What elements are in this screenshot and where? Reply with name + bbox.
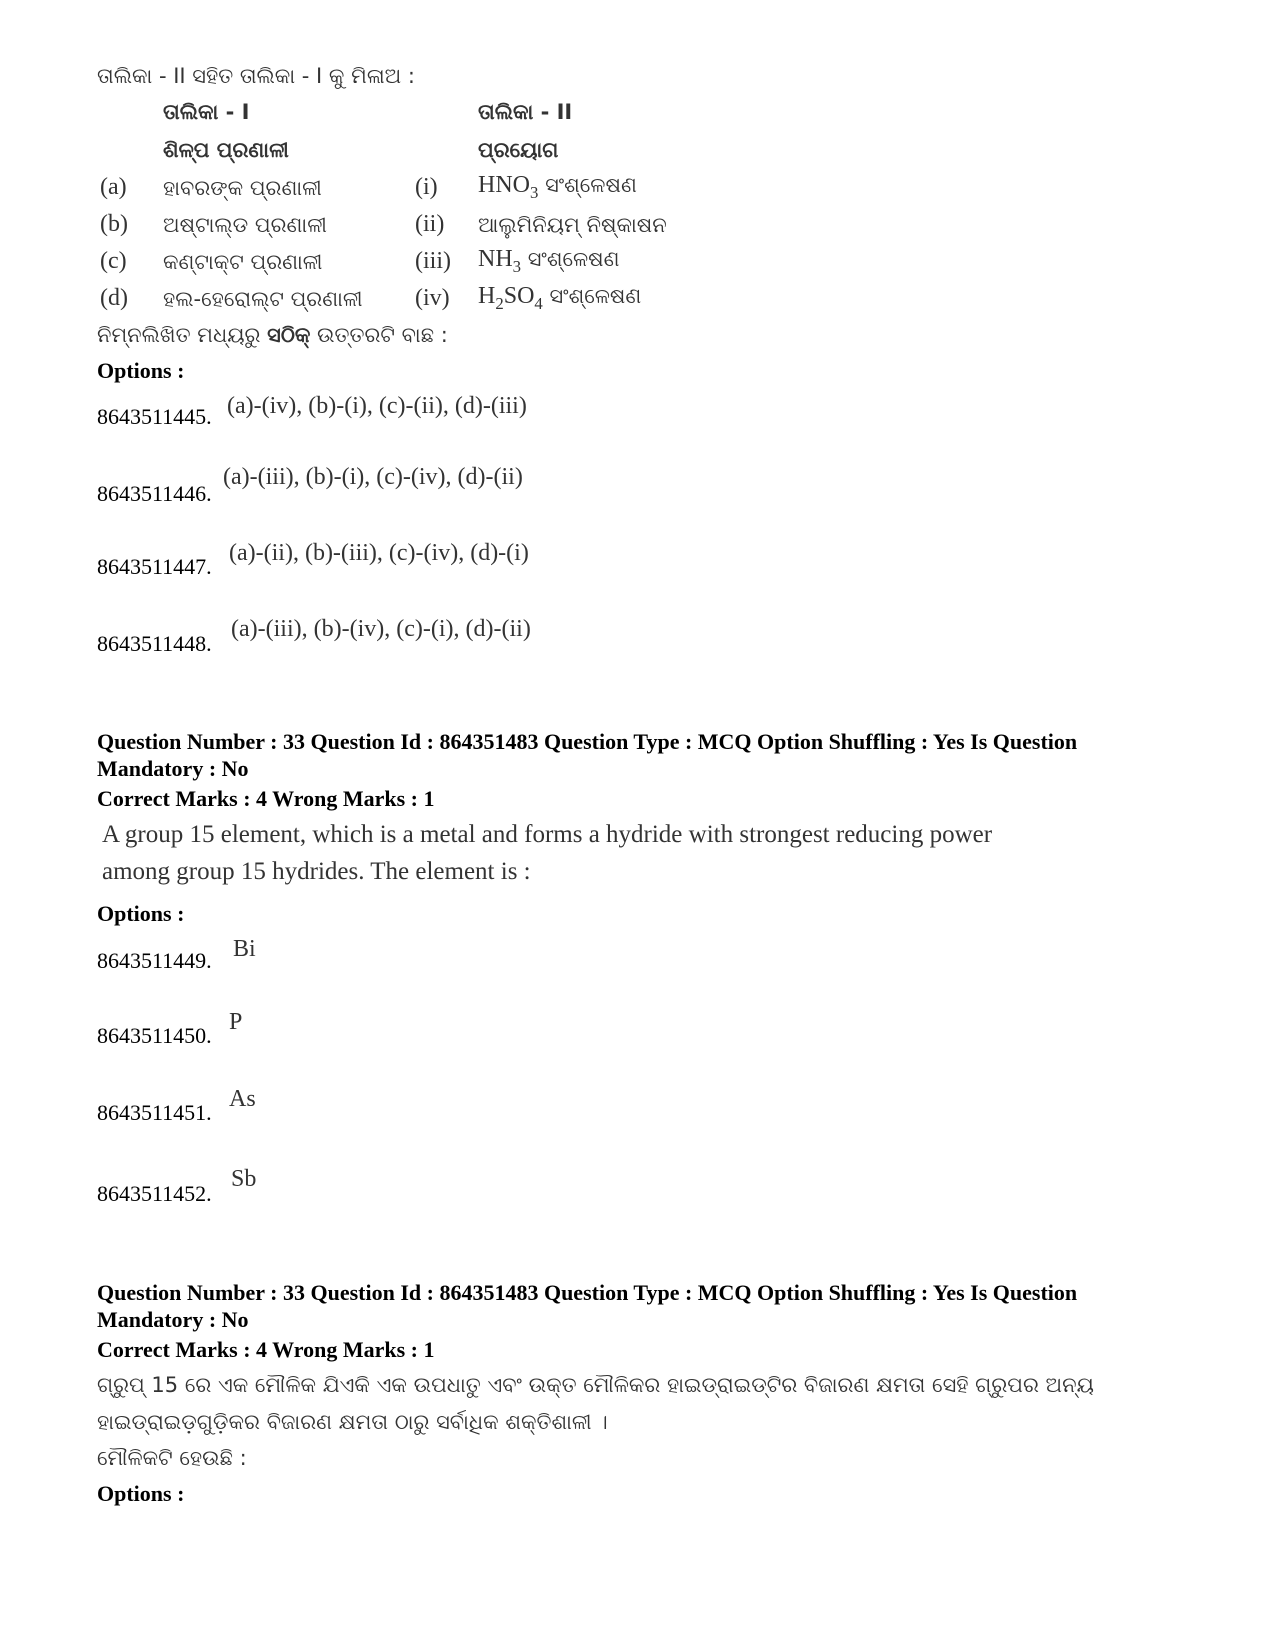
option-id: 8643511446. xyxy=(97,481,212,506)
formula-subscript: 3 xyxy=(530,183,539,202)
question-header: Question Number : 33 Question Id : 864351483 Question Type : MCQ Option Shuffling : Yes Is Question Mandatory : No xyxy=(97,1280,1078,1332)
list1-label: (a) xyxy=(100,174,127,200)
question-text-line: ହାଇଡ୍ରାଇଡ଼ଗୁଡ଼ିକର ବିଜାରଣ କ୍ଷମତା ଠାରୁ ସର୍ବାଧିକ ଶକ୍ତିଶାଳୀ । xyxy=(97,1410,608,1434)
option-id: 8643511451. xyxy=(97,1100,212,1125)
question-text-line: ଗ୍ରୁପ୍ 15 ରେ ଏକ ମୌଳିକ ଯିଏକି ଏକ ଉପଧାତୁ ଏବଂ ଉକ୍ତ ମୌଳିକର ହାଇଡ୍ରାଇଡ୍‌ଟିର ବିଜାରଣ କ୍ଷମତା ସେହି ଗ୍ରୁପର ଅନ୍ୟ xyxy=(97,1373,1094,1397)
choose-prefix: ନିମ୍ନଲିଖିତ ମଧ୍ୟରୁ xyxy=(97,323,268,347)
list2-item-text: ସଂଶ୍ଳେଷଣ xyxy=(542,284,642,308)
option-id: 8643511445. xyxy=(97,404,212,429)
formula: HNO xyxy=(478,172,530,198)
list2-item: ଆଲୁମିନିୟମ୍ ନିଷ୍କାଷନ xyxy=(478,213,667,237)
list2-item-text: ସଂଶ୍ଳେଷଣ xyxy=(538,173,637,197)
match-instruction: ତାଲିକା - II ସହିତ ତାଲିକା - I କୁ ମିଳାଅ : xyxy=(97,64,415,88)
option-text[interactable]: (a)-(iii), (b)-(i), (c)-(iv), (d)-(ii) xyxy=(223,464,523,490)
option-id: 8643511448. xyxy=(97,631,212,656)
list2-header: ତାଲିକା - II xyxy=(478,100,573,124)
choose-suffix: ଉତ୍ତରଟି ବାଛ : xyxy=(310,323,448,347)
list1-label: (d) xyxy=(100,285,128,311)
list2-label: (ii) xyxy=(415,211,445,237)
list2-label: (i) xyxy=(415,174,438,200)
list1-header: ତାଲିକା - I xyxy=(163,100,250,124)
list2-label: (iii) xyxy=(415,248,451,274)
option-text[interactable]: Sb xyxy=(231,1166,257,1192)
option-text[interactable]: As xyxy=(229,1086,256,1112)
choose-instruction xyxy=(97,323,448,348)
options-label: Options : xyxy=(97,901,185,926)
list1-label: (c) xyxy=(100,248,127,274)
option-text[interactable]: Bi xyxy=(233,936,256,962)
list2-subheader: ପ୍ରୟୋଗ xyxy=(478,138,559,162)
list2-item xyxy=(478,246,620,276)
question-text-line: ମୌଳିକଟି ହେଉଛି : xyxy=(97,1446,247,1470)
option-id: 8643511450. xyxy=(97,1023,212,1048)
question-text-line: among group 15 hydrides. The element is : xyxy=(102,858,531,885)
list2-label: (iv) xyxy=(415,285,450,311)
formula-subscript: 2 xyxy=(495,294,504,313)
list1-subheader: ଶିଳ୍ପ ପ୍ରଣାଳୀ xyxy=(163,138,289,162)
marks-line: Correct Marks : 4 Wrong Marks : 1 xyxy=(97,786,435,811)
options-label: Options : xyxy=(97,358,185,383)
option-id: 8643511447. xyxy=(97,554,212,579)
list2-item-text: ସଂଶ୍ଳେଷଣ xyxy=(521,247,620,271)
list2-item xyxy=(478,172,637,202)
list1-item: ଅଷ୍ଟାଲ୍ଡ ପ୍ରଣାଳୀ xyxy=(163,213,327,237)
question-text-line: A group 15 element, which is a metal and forms a hydride with strongest reducing power xyxy=(102,821,993,848)
option-text[interactable]: (a)-(ii), (b)-(iii), (c)-(iv), (d)-(i) xyxy=(229,540,529,566)
option-text[interactable]: P xyxy=(229,1009,243,1035)
formula-subscript: 3 xyxy=(512,257,522,276)
list1-label: (b) xyxy=(100,211,128,237)
marks-line: Correct Marks : 4 Wrong Marks : 1 xyxy=(97,1337,435,1362)
option-id: 8643511449. xyxy=(97,948,212,973)
option-text[interactable]: (a)-(iii), (b)-(iv), (c)-(i), (d)-(ii) xyxy=(231,616,531,642)
choose-emphasis: ସଠିକ୍ xyxy=(267,323,311,347)
formula: H xyxy=(478,283,496,309)
list1-item: ହାବରଙ୍କ ପ୍ରଣାଳୀ xyxy=(163,176,322,200)
option-text[interactable]: (a)-(iv), (b)-(i), (c)-(ii), (d)-(iii) xyxy=(227,393,527,419)
formula-tail: SO xyxy=(503,283,535,309)
option-id: 8643511452. xyxy=(97,1181,212,1206)
formula: NH xyxy=(478,246,513,272)
list2-item xyxy=(478,283,642,313)
question-header: Question Number : 33 Question Id : 864351483 Question Type : MCQ Option Shuffling : Yes Is Question Mandatory : No xyxy=(97,729,1078,781)
options-label: Options : xyxy=(97,1481,185,1506)
list1-item: ହଲ-ହେରୋଲ୍ଟ ପ୍ରଣାଳୀ xyxy=(163,287,363,311)
formula-subscript: 4 xyxy=(534,294,543,313)
list1-item: କଣ୍ଟାକ୍ଟ ପ୍ରଣାଳୀ xyxy=(163,250,323,274)
